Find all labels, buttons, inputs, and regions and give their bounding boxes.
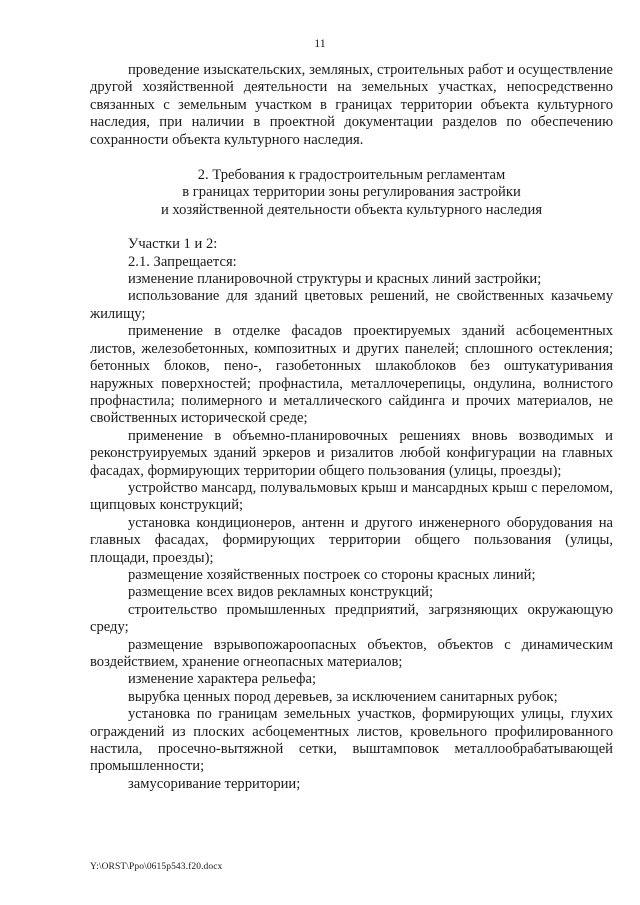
list-item: размещение всех видов рекламных конструкций; bbox=[128, 584, 434, 601]
intro-paragraph: проведение изыскательских, земляных, строительных работ и осуществление другой хозяйственной деятельности на земельных участках, непосредственно связанных с земельным участком в границах территории объекта культурного наследия, при наличии в проектной документации разделов по обеспечению сохранности объекта культурного наследия. bbox=[90, 62, 613, 148]
section-heading-line-3: и хозяйственной деятельности объекта культурного наследия bbox=[160, 201, 543, 218]
page-number: 11 bbox=[314, 36, 326, 50]
prohibited-label: 2.1. Запрещается: bbox=[128, 253, 237, 270]
list-item: замусоривание территории; bbox=[128, 775, 301, 792]
list-item: устройство мансард, полувальмовых крыш и мансардных крыш с переломом, щипцовых конструкций; bbox=[90, 479, 613, 514]
list-item: изменение планировочной структуры и красных линий застройки; bbox=[128, 271, 542, 288]
list-item: использование для зданий цветовых решений, не свойственных казачьему жилищу; bbox=[90, 288, 613, 322]
list-item: вырубка ценных пород деревьев, за исключением санитарных рубок; bbox=[128, 688, 558, 705]
section-heading bbox=[90, 167, 613, 219]
list-item: размещение взрывопожароопасных объектов, объектов с динамическим воздействием, хранение огнеопасных материалов; bbox=[90, 636, 613, 670]
section-heading-line-2: в границах территории зоны регулирования застройки bbox=[182, 184, 521, 201]
list-item: размещение хозяйственных построек со стороны красных линий; bbox=[128, 566, 536, 583]
list-item: строительство промышленных предприятий, загрязняющих окружающую среду; bbox=[90, 601, 613, 636]
list-item: применение в отделке фасадов проектируемых зданий асбоцементных листов, железобетонных, композитных и других панелей; сплошного остекления; бетонных блоков, пено-, газобетонных шлакоблоков без оштукатуривания наружных поверхностей; профнастила, металлочерепицы, ондулина, волнистого профнастила; полимерного и металлического сайдинга и прочих материалов, не свойственных исторической среде; bbox=[90, 323, 613, 427]
file-path-footer: Y:\ORST\Ppo\0615p543.f20.docx bbox=[90, 862, 223, 872]
section-heading-line-1: 2. Требования к градостроительным регламентам bbox=[197, 167, 506, 184]
document-body bbox=[90, 62, 613, 793]
list-item: применение в объемно-планировочных решениях вновь возводимых и реконструируемых зданий эркеров и ризалитов любой конфигурации на главных фасадах, формирующих территории общего пользования (улицы, проезды); bbox=[90, 427, 613, 479]
list-item: изменение характера рельефа; bbox=[128, 671, 317, 688]
plots-label: Участки 1 и 2: bbox=[128, 236, 218, 253]
list-item: установка по границам земельных участков, формирующих улицы, глухих ограждений из плоских асбоцементных листов, кровельного профилированного настила, просечно-вытяжной сетки, выштамповок металлообрабатывающей промышленности; bbox=[90, 706, 613, 775]
list-item: установка кондиционеров, антенн и другого инженерного оборудования на главных фасадах, формирующих территории общего пользования (улицы, площади, проезды); bbox=[90, 514, 613, 566]
